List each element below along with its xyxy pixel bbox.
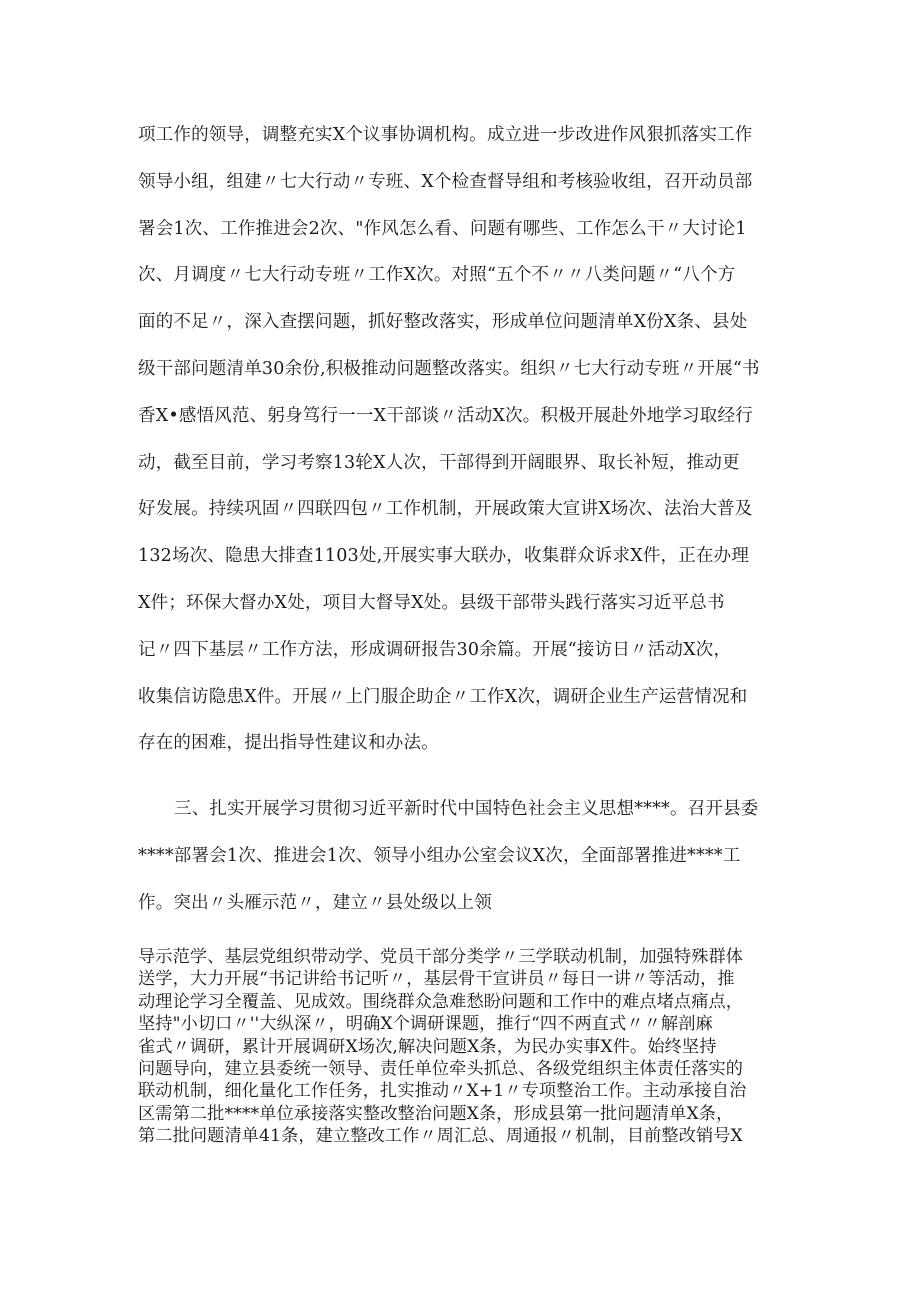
text-line: 送学，大力开展“书记讲给书记听〃，基层骨干宣讲员〃每日一讲〃等活动，推 [138, 969, 735, 990]
text-line: 香X•感悟风范、躬身笃行一一X干部谈〃活动X次。积极开展赴外地学习取经行 [138, 405, 753, 426]
text-line: X件；环保大督办X处，项目大督导X处。县级干部带头践行落实习近平总书 [138, 592, 725, 613]
text-line: 雀式〃调研，累计开展调研X场次,解决问题X条，为民办实事X件。始终坚持 [138, 1036, 717, 1057]
text-line: 级干部问题清单30余份,积极推动问题整改落实。组织〃七大行动专班〃开展“书 [138, 358, 760, 379]
paragraph-work-leadership [138, 112, 788, 767]
text-line: 132场次、隐患大排查1103处,开展实事大联办，收集群众诉求X件，正在办理 [138, 546, 750, 567]
text-line: 动，截至目前，学习考察13轮X人次，干部得到开阔眼界、取长补短，推动更 [138, 452, 740, 473]
text-line: 记〃四下基层〃工作方法，形成调研报告30余篇。开展“接访日〃活动X次， [138, 639, 732, 660]
text-line: 存在的困难，提出指导性建议和办法。 [138, 733, 439, 754]
text-line: 面的不足〃，深入查摆问题，抓好整改落实，形成单位问题清单X份X条、县处 [138, 312, 748, 333]
text-line: 坚持"小切口〃''大纵深〃，明确X个调研课题，推行“四不两直式〃〃解剖麻 [138, 1014, 713, 1035]
text-line: 作。突出〃头雁示范〃，建立〃县处级以上领 [138, 893, 492, 913]
text-line: 项工作的领导，调整充实X个议事协调机构。成立进一步改进作风狠抓落实工作 [138, 125, 753, 145]
text-line: 联动机制，细化量化工作任务，扎实推动〃X+1〃专项整治工作。主动承接自治 [138, 1081, 747, 1102]
paragraph-theory-study [138, 946, 798, 1148]
text-line: 次、月调度〃七大行动专班〃工作X次。对照“五个不〃〃八类问题〃“八个方 [138, 265, 736, 286]
text-line: 区需第二批****单位承接落实整改整治问题X条，形成县第一批问题清单X条， [138, 1103, 734, 1124]
text-line: 署会1次、工作推进会2次、"作风怎么看、问题有哪些、工作怎么干〃大讨论1 [138, 218, 747, 239]
section-heading-line: 三、扎实开展学习贯彻习近平新时代中国特色社会主义思想****。召开县委 [174, 799, 759, 819]
text-line: 导示范学、基层党组织带动学、党员干部分类学〃三学联动机制，加强特殊群体 [138, 947, 744, 967]
text-line: 好发展。持续巩固〃四联四包〃工作机制，开展政策大宣讲X场次、法治大普及 [138, 499, 753, 520]
text-line: 第二批问题清单41条，建立整改工作〃周汇总、周通报〃机制，目前整改销号X [138, 1126, 743, 1147]
text-line: 收集信访隐患X件。开展〃上门服企助企〃工作X次，调研企业生产运营情况和 [138, 686, 748, 707]
text-line: 问题导向，建立县委统一领导、责任单位牵头抓总、各级党组织主体责任落实的 [138, 1058, 744, 1079]
text-line: ****部署会1次、推进会1次、领导小组办公室会议X次，全面部署推进****工 [138, 846, 741, 866]
text-line: 动理论学习全覆盖、见成效。围绕群众急难愁盼问题和工作中的难点堵点痛点， [138, 991, 744, 1012]
text-line: 领导小组，组建〃七大行动〃专班、X个检查督导组和考核验收组，召开动员部 [138, 171, 753, 192]
paragraph-section-three [138, 786, 788, 927]
